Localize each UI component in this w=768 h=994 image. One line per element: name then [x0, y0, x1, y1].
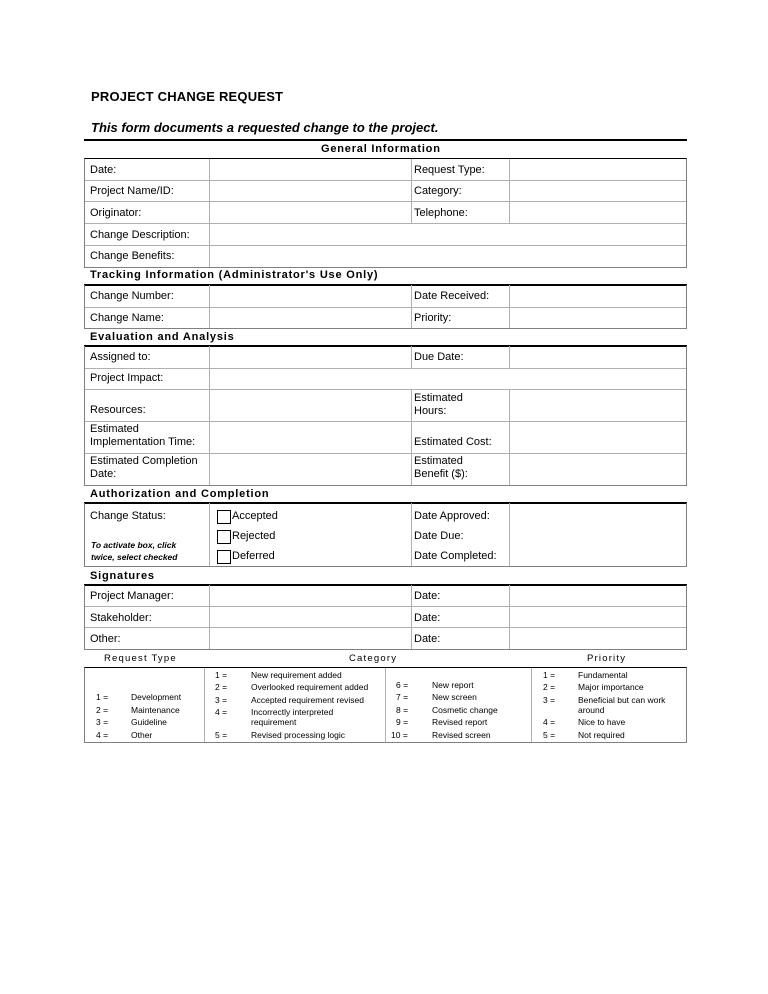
legend-row: 1 =	[543, 670, 556, 680]
authorization-table	[84, 503, 687, 567]
legend-priority-heading: Priority	[587, 653, 627, 664]
legend-row: Incorrectly interpreted	[251, 707, 334, 717]
section-tracking-heading: Tracking Information (Administrator's Use Only)	[90, 269, 379, 281]
signature-date-label: Date:	[414, 633, 441, 645]
date-approved-label: Date Approved:	[414, 510, 490, 522]
general-information-table	[84, 158, 687, 268]
legend-row: requirement	[251, 717, 297, 727]
stakeholder-label: Stakeholder:	[90, 612, 152, 624]
legend-row: 3 =	[543, 695, 556, 705]
estimated-implementation-label: Estimated	[90, 423, 139, 435]
tracking-information-table	[84, 285, 687, 329]
legend-row: 10 =	[391, 730, 408, 740]
estimated-hours-label-line2: Hours:	[414, 405, 447, 417]
resources-label: Resources:	[90, 404, 146, 416]
legend-row: 2 =	[96, 705, 109, 715]
legend-row: around	[578, 705, 605, 715]
signature-date-label: Date:	[414, 590, 441, 602]
date-completed-label: Date Completed:	[414, 550, 497, 562]
legend-row: Development	[131, 692, 182, 702]
legend-row: 5 =	[215, 730, 228, 740]
legend-row: Beneficial but can work	[578, 695, 666, 705]
legend-row: Cosmetic change	[432, 705, 498, 715]
legend-category-heading: Category	[349, 653, 398, 664]
legend-row: Guideline	[131, 717, 167, 727]
legend-row: New report	[432, 680, 474, 690]
originator-label: Originator:	[90, 207, 142, 219]
legend-row: 7 =	[396, 692, 409, 702]
legend-row: 2 =	[543, 682, 556, 692]
estimated-benefit-label-line2: Benefit ($):	[414, 468, 468, 480]
legend-row: Nice to have	[578, 717, 626, 727]
project-manager-label: Project Manager:	[90, 590, 174, 602]
section-rule	[84, 139, 687, 141]
legend-row: New screen	[432, 692, 477, 702]
form-title: PROJECT CHANGE REQUEST	[91, 89, 284, 104]
deferred-label: Deferred	[232, 550, 275, 562]
legend-row: 4 =	[543, 717, 556, 727]
change-name-label: Change Name:	[90, 312, 164, 324]
legend-row: 9 =	[396, 717, 409, 727]
category-label: Category:	[414, 185, 462, 197]
legend-row: 4 =	[215, 707, 228, 717]
project-name-label: Project Name/ID:	[90, 185, 174, 197]
legend-row: Overlooked requirement added	[251, 682, 369, 692]
estimated-benefit-label: Estimated	[414, 455, 463, 467]
section-authorization-heading: Authorization and Completion	[90, 488, 270, 500]
change-status-label: Change Status:	[90, 510, 166, 522]
accepted-checkbox[interactable]	[217, 510, 231, 524]
legend-row: 6 =	[396, 680, 409, 690]
other-label: Other:	[90, 633, 121, 645]
legend-row: Fundamental	[578, 670, 628, 680]
change-number-label: Change Number:	[90, 290, 174, 302]
change-description-label: Change Description:	[90, 229, 190, 241]
estimated-completion-label-line2: Date:	[90, 468, 117, 480]
activate-box-note-line2: twice, select checked	[91, 552, 178, 562]
legend-row: Revised screen	[432, 730, 491, 740]
legend-row: 5 =	[543, 730, 556, 740]
section-signatures-heading: Signatures	[90, 570, 155, 582]
legend-row: New requirement added	[251, 670, 342, 680]
assigned-to-label: Assigned to:	[90, 351, 151, 363]
priority-label: Priority:	[414, 312, 452, 324]
estimated-cost-label: Estimated Cost:	[414, 436, 492, 448]
legend-request-type-heading: Request Type	[104, 653, 177, 664]
evaluation-analysis-table	[84, 346, 687, 486]
activate-box-note: To activate box, click	[91, 540, 177, 550]
estimated-completion-label: Estimated Completion	[90, 455, 198, 467]
section-evaluation-heading: Evaluation and Analysis	[90, 331, 235, 343]
legend-row: Accepted requirement revised	[251, 695, 364, 705]
estimated-hours-label: Estimated	[414, 392, 463, 404]
legend-row: Revised processing logic	[251, 730, 346, 740]
accepted-label: Accepted	[232, 510, 278, 522]
legend-row: 4 =	[96, 730, 109, 740]
legend-row: 3 =	[96, 717, 109, 727]
request-type-label: Request Type:	[414, 164, 485, 176]
due-date-label: Due Date:	[414, 351, 464, 363]
project-impact-label: Project Impact:	[90, 372, 164, 384]
rejected-label: Rejected	[232, 530, 276, 542]
form-subtitle: This form documents a requested change to the project.	[91, 120, 439, 135]
legend-row: Other	[131, 730, 153, 740]
legend-row: Maintenance	[131, 705, 180, 715]
change-benefits-label: Change Benefits:	[90, 250, 175, 262]
legend-row: Not required	[578, 730, 625, 740]
legend-row: 1 =	[215, 670, 228, 680]
date-received-label: Date Received:	[414, 290, 490, 302]
signatures-table	[84, 585, 687, 650]
rejected-checkbox[interactable]	[217, 530, 231, 544]
section-general-heading: General Information	[321, 143, 441, 155]
legend-row: Revised report	[432, 717, 488, 727]
legend-row: 3 =	[215, 695, 228, 705]
date-due-label: Date Due:	[414, 530, 464, 542]
legend-row: 1 =	[96, 692, 109, 702]
estimated-implementation-label-line2: Implementation Time:	[90, 436, 196, 448]
legend-row: Major importance	[578, 682, 644, 692]
date-label: Date:	[90, 164, 117, 176]
signature-date-label: Date:	[414, 612, 441, 624]
legend-row: 8 =	[396, 705, 409, 715]
deferred-checkbox[interactable]	[217, 550, 231, 564]
telephone-label: Telephone:	[414, 207, 468, 219]
legend-table	[84, 667, 687, 743]
legend-row: 2 =	[215, 682, 228, 692]
